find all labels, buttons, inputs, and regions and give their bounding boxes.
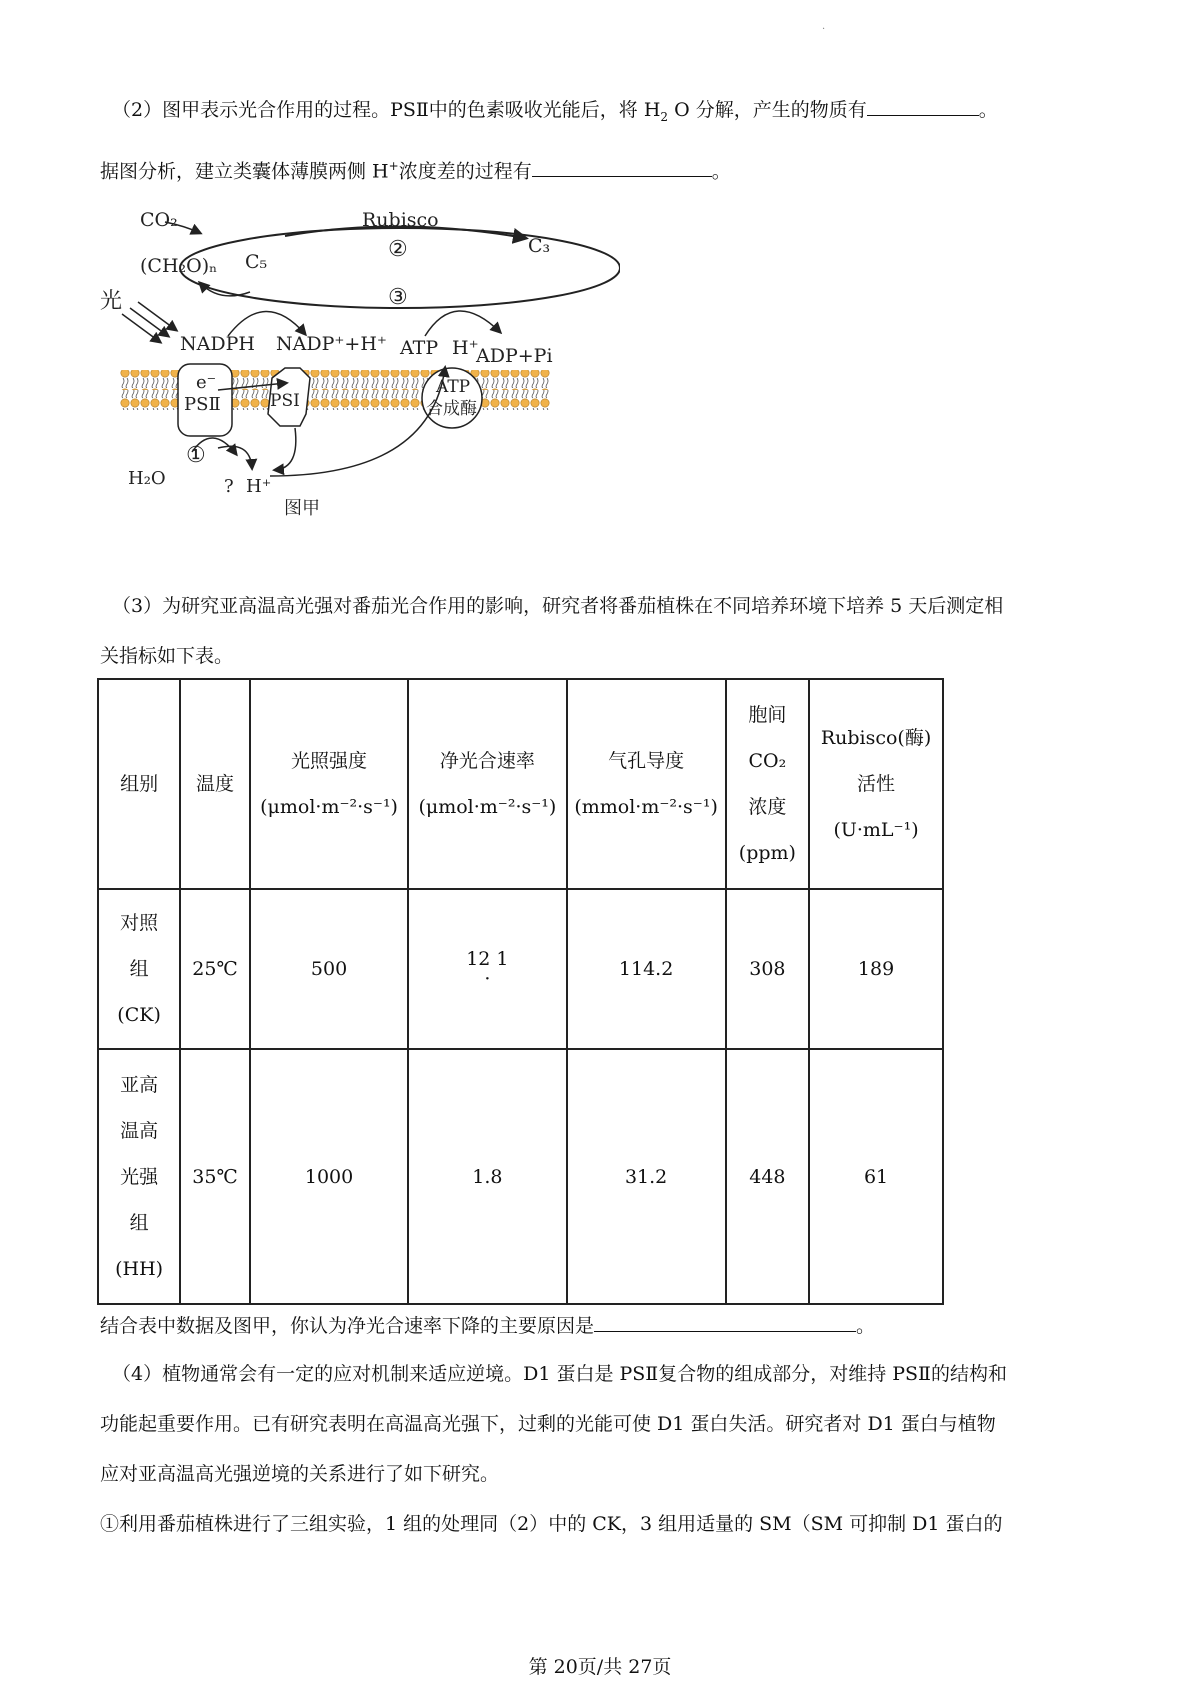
q2-line2-end: 。: [711, 160, 731, 183]
q2-line1: [112, 94, 1122, 133]
header-rubisco: [809, 679, 943, 889]
hh-rubisco: 61: [809, 1049, 943, 1304]
figure-caption: 图甲: [284, 498, 320, 519]
after-table-line: [100, 1310, 1110, 1342]
after-table-end: 。: [856, 1315, 876, 1337]
nadp-label: NADP⁺+H⁺: [276, 333, 387, 355]
q2-line2: [100, 150, 1110, 187]
hplus-bottom-label: H⁺: [246, 476, 272, 497]
rubisco-label: Rubisco: [362, 209, 439, 231]
table-row-hh: [98, 1049, 943, 1304]
ck-rate-dot: ·: [484, 968, 491, 990]
q2-line1-text-a: （2）图甲表示光合作用的过程。PSⅡ中的色素吸收光能后，将 H: [112, 99, 661, 121]
header-rubisco-3: (U·mL⁻¹): [833, 819, 919, 841]
c3-label: C₃: [528, 235, 551, 257]
atp-label: ATP: [400, 337, 439, 359]
hh-temp: 35℃: [180, 1049, 250, 1304]
header-co2-2: CO₂: [748, 750, 787, 772]
q4-line2: 功能起重要作用。已有研究表明在高温高光强下，过剩的光能可使 D1 蛋白失活。研究者对 D1 蛋白与植物: [100, 1413, 996, 1435]
header-stomata-name: 气孔导度: [608, 750, 685, 772]
ck-rate: [408, 889, 566, 1049]
hh-name-5: (HH): [115, 1257, 164, 1280]
header-group: 组别: [98, 679, 180, 889]
ck-stomata: 114.2: [567, 889, 726, 1049]
table-row-ck: [98, 889, 943, 1049]
ck-group: [98, 889, 180, 1049]
hh-group: [98, 1049, 180, 1304]
q2-line1-sub: 2: [660, 109, 669, 124]
q2-line1-text-b: O 分解，产生的物质有: [668, 99, 867, 121]
ck-rate-value: 12 1: [466, 948, 509, 970]
circle-3: ③: [388, 285, 408, 310]
question-label: ?: [224, 476, 234, 497]
q4-line1: （4）植物通常会有一定的应对机制来适应逆境。D1 蛋白是 PSⅡ复合物的组成部分，对维持 PSⅡ的结构和: [112, 1363, 1007, 1385]
q2-line2-sup: +: [388, 159, 399, 173]
hh-name-4: 组: [129, 1211, 149, 1234]
ps1-label: PSⅠ: [270, 391, 300, 411]
header-co2-4: (ppm): [738, 842, 796, 864]
q2-line2-text-a: 据图分析，建立类囊体薄膜两侧 H: [100, 160, 389, 183]
hh-name-1: 亚高: [120, 1073, 159, 1096]
ck-co2: 308: [726, 889, 809, 1049]
header-co2-1: 胞间: [748, 704, 787, 726]
atp-synthase-label-1: ATP: [436, 377, 471, 397]
q2-line2-text-b: 浓度差的过程有: [398, 160, 532, 183]
q4-line3: 应对亚高温高光强逆境的关系进行了如下研究。: [100, 1463, 500, 1485]
q2-line1-end: 。: [978, 99, 998, 121]
hplus-top-label: H⁺: [452, 337, 479, 359]
arrow-to-ch2o: [200, 283, 250, 296]
hh-co2: 448: [726, 1049, 809, 1304]
reason-answer-blank[interactable]: [594, 1311, 856, 1332]
atp-synthase-label-2: 合成酶: [426, 399, 477, 419]
nadph-label: NADPH: [180, 333, 255, 355]
hh-name-3: 光强: [120, 1165, 159, 1188]
header-co2: [726, 679, 809, 889]
ck-name-1: 对照: [120, 912, 159, 934]
ch2o-label: (CH₂O)ₙ: [140, 255, 218, 277]
light-label: 光: [100, 289, 123, 314]
header-rate: [408, 679, 566, 889]
ck-temp: 25℃: [180, 889, 250, 1049]
q4-line4: ①利用番茄植株进行了三组实验，1 组的处理同（2）中的 CK，3 组用适量的 SM（SM 可抑制 D1 蛋白的: [100, 1513, 1003, 1535]
ck-light: 500: [250, 889, 408, 1049]
hh-stomata: 31.2: [567, 1049, 726, 1304]
q3-line2: 关指标如下表。: [100, 645, 234, 667]
header-temp: 温度: [180, 679, 250, 889]
header-light-name: 光照强度: [291, 750, 368, 772]
table-header-row: [98, 679, 943, 889]
circle-2: ②: [388, 237, 408, 262]
header-rate-unit: (μmol·m⁻²·s⁻¹): [418, 796, 557, 818]
header-co2-3: 浓度: [748, 796, 787, 818]
hh-light: 1000: [250, 1049, 408, 1304]
arrow-ps1-to-h: [275, 428, 296, 470]
ps2-label: PSⅡ: [184, 394, 221, 415]
q3-line1: （3）为研究亚高温高光强对番茄光合作用的影响，研究者将番茄植株在不同培养环境下培养 5 天后测定相: [112, 595, 1004, 617]
after-table-text: 结合表中数据及图甲，你认为净光合速率下降的主要原因是: [100, 1315, 595, 1337]
h2o-label: H₂O: [128, 468, 166, 489]
q2-answer-blank-1[interactable]: [867, 95, 979, 116]
photosynthesis-diagram: [100, 208, 620, 578]
electron-label: e⁻: [196, 372, 217, 393]
header-light-unit: (μmol·m⁻²·s⁻¹): [260, 796, 398, 818]
q2-answer-blank-2[interactable]: [532, 156, 712, 177]
adp-label: ADP+Pi: [476, 345, 553, 367]
arrow-proton-out: [218, 446, 252, 468]
page-number: 第 20页/共 27页: [528, 1656, 672, 1678]
header-rate-name: 净光合速率: [439, 750, 535, 772]
light-arrows: [122, 302, 176, 342]
circle-1: ①: [186, 443, 206, 468]
arrow-atp-cycle: [425, 311, 500, 336]
header-rubisco-1: Rubisco(酶): [820, 727, 932, 749]
header-dot: ·: [822, 24, 826, 35]
ck-name-2: 组: [129, 958, 149, 980]
header-stomata: [567, 679, 726, 889]
results-table: [97, 678, 944, 1305]
header-rubisco-2: 活性: [857, 773, 896, 795]
ck-name-3: (CK): [117, 1004, 161, 1026]
header-light: [250, 679, 408, 889]
c5-label: C₅: [245, 251, 268, 273]
hh-name-2: 温高: [120, 1119, 159, 1142]
hh-rate: 1.8: [408, 1049, 566, 1304]
ck-rubisco: 189: [809, 889, 943, 1049]
co2-label: CO₂: [140, 209, 178, 231]
header-stomata-unit: (mmol·m⁻²·s⁻¹): [574, 796, 718, 818]
